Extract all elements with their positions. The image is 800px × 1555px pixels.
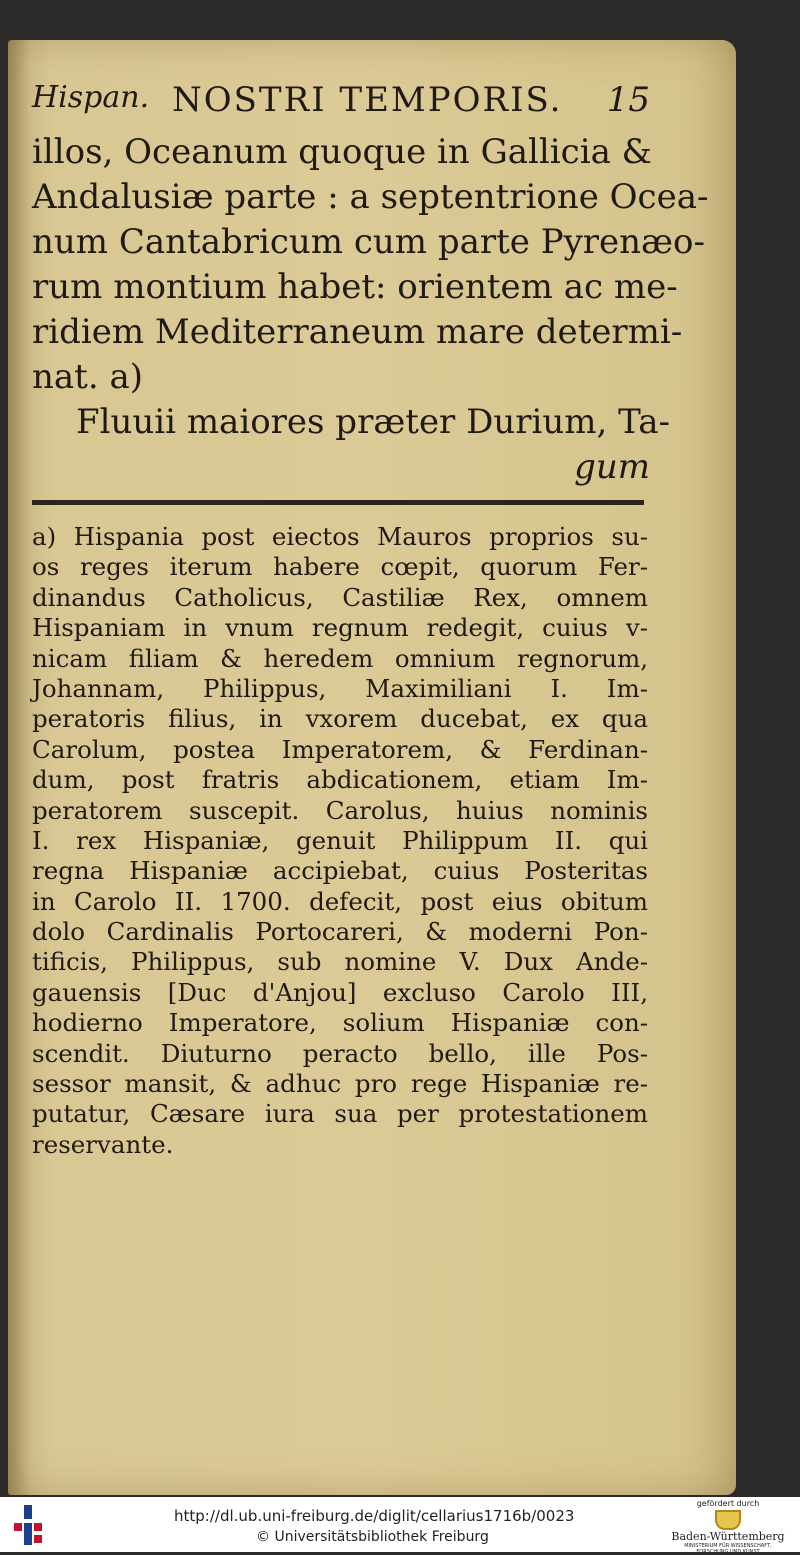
footnote-line: reservante. (32, 1129, 174, 1159)
footnote-line: Johannam, Philippus, Maximiliani I. Im- (32, 673, 648, 703)
sponsor-name: Baden-Württemberg (671, 1530, 785, 1543)
main-line: nat. a) (32, 357, 143, 397)
footnote-line: dinandus Catholicus, Castiliæ Rex, omnem (32, 582, 648, 612)
header-title: NOSTRI TEMPORIS. (172, 80, 563, 120)
running-header (32, 80, 650, 130)
footnote-line: sessor mansit, & adhuc pro rege Hispaniæ re- (32, 1069, 648, 1099)
main-text (32, 130, 709, 490)
sponsor-label: gefördert durch (696, 1499, 760, 1508)
footnote-line: peratorem suscepit. Carolus, huius nominis (32, 795, 648, 825)
footnote-text (32, 522, 648, 1160)
catchword: gum (574, 447, 650, 487)
footnote-line: hodierno Imperatore, solium Hispaniæ con- (32, 1008, 648, 1038)
footnote-line: a) Hispania post eiectos Mauros proprios su- (32, 522, 648, 551)
sponsor-ministry: MINISTERIUM FÜR WISSENSCHAFT, FORSCHUNG UND KUNST (684, 1543, 772, 1555)
footnote-line: gauensis [Duc d'Anjou] excluso Carolo III, (32, 977, 648, 1007)
main-line: ridiem Mediterraneum mare determi- (32, 312, 683, 352)
header-left: Hispan. (32, 80, 150, 115)
footnote-line: os reges iterum habere cœpit, quorum Fer- (32, 552, 648, 582)
footnote-line: putatur, Cæsare iura sua per protestationem (32, 1099, 648, 1129)
footnote-line: nicam filiam & heredem omnium regnorum, (32, 643, 648, 673)
page-number: 15 (606, 80, 650, 120)
footnote-line: dum, post fratris abdicationem, etiam Im- (32, 765, 648, 795)
main-line: num Cantabricum cum parte Pyrenæo- (32, 222, 705, 262)
footnote-line: peratoris filius, in vxorem ducebat, ex qua (32, 704, 648, 734)
main-line: Andalusiæ parte : a septentrione Ocea- (32, 177, 709, 217)
permalink[interactable]: http://dl.ub.uni-freiburg.de/diglit/cellarius1716b/0023 (174, 1507, 575, 1525)
main-line: Fluuii maiores præter Durium, Ta- (76, 402, 670, 442)
main-line: illos, Oceanum quoque in Gallicia & (32, 132, 652, 172)
footnote-line: in Carolo II. 1700. defecit, post eius obitum (32, 886, 648, 916)
sponsor-logo[interactable] (668, 1499, 788, 1555)
viewer-footer (0, 1497, 800, 1555)
university-logo-icon[interactable] (14, 1505, 48, 1545)
footnote-line: regna Hispaniæ accipiebat, cuius Posteritas (32, 856, 648, 886)
coat-of-arms-icon (715, 1510, 741, 1530)
footnote-line: tificis, Philippus, sub nomine V. Dux Ande- (32, 947, 648, 977)
page-gutter-shadow (8, 40, 30, 1495)
footnote-line: Hispaniam in vnum regnum redegit, cuius v- (32, 613, 648, 643)
main-line: rum montium habet: orientem ac me- (32, 267, 678, 307)
footnote-line: dolo Cardinalis Portocareri, & moderni Pon- (32, 917, 648, 947)
copyright-notice: © Universitätsbibliothek Freiburg (256, 1529, 489, 1545)
footnote-rule (32, 500, 644, 505)
footnote-line: scendit. Diuturno peracto bello, ille Pos- (32, 1038, 648, 1068)
footnote-line: I. rex Hispaniæ, genuit Philippum II. qui (32, 825, 648, 855)
footnote-line: Carolum, postea Imperatorem, & Ferdinan- (32, 734, 648, 764)
